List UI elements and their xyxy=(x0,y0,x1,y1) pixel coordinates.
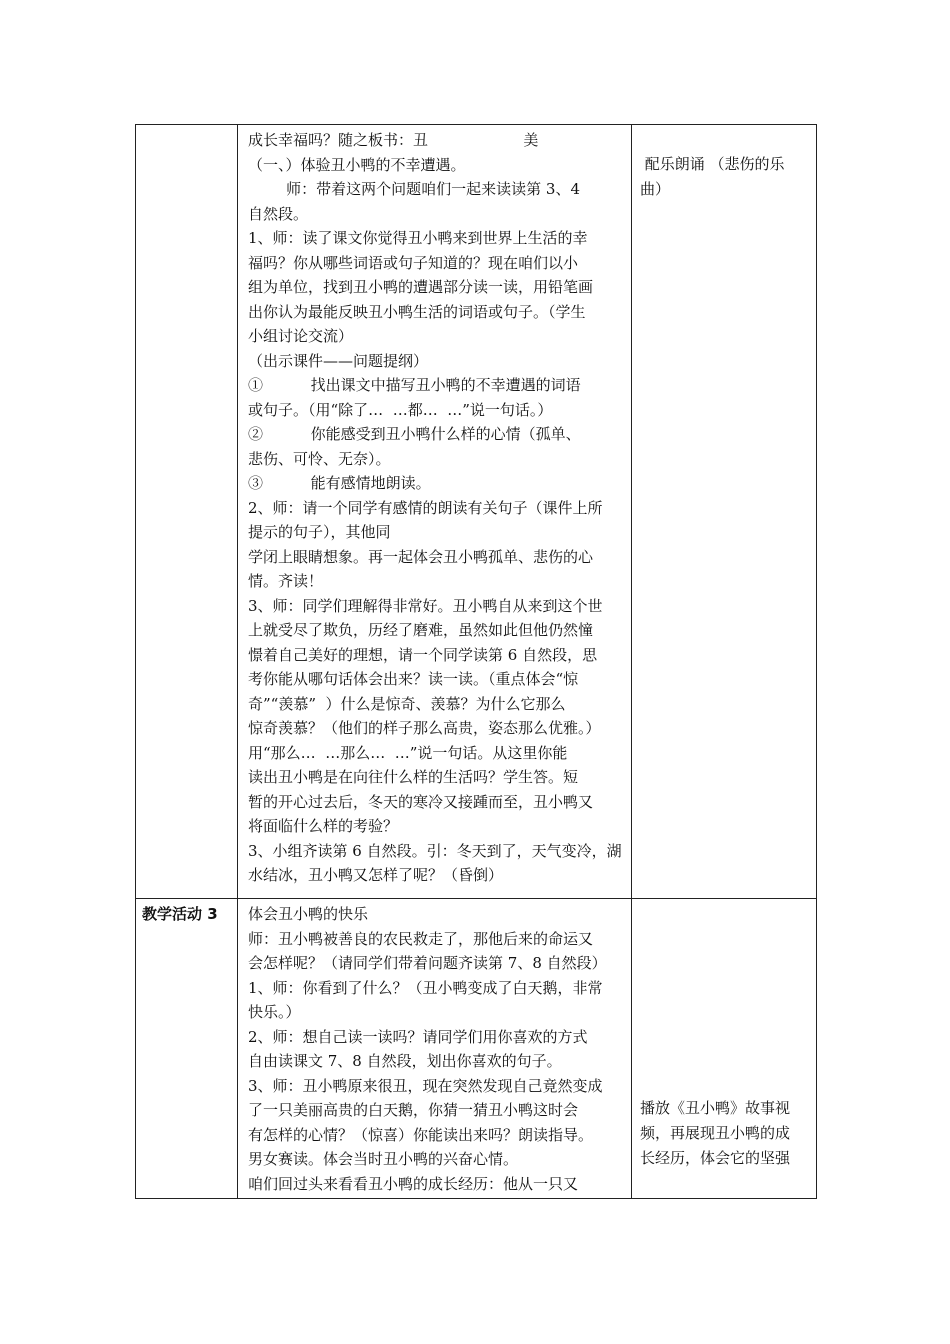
content-cell xyxy=(238,899,632,1199)
text-line: 出你认为最能反映丑小鸭生活的词语或句子。（学生 xyxy=(248,302,586,321)
side-note-cell xyxy=(632,899,817,1199)
text-line: 暂的开心过去后，冬天的寒冷又接踵而至，丑小鸭又 xyxy=(248,792,594,811)
text-line: 成长幸福吗？随之板书：丑 美 xyxy=(248,131,539,149)
side-note-line: 频，再展现丑小鸭的成 xyxy=(640,1124,791,1142)
side-note-line: 长经历，体会它的坚强 xyxy=(640,1149,791,1167)
text-line: 憬着自己美好的理想，请一个同学读第 6 自然段，思 xyxy=(248,645,598,664)
text-line: 小组讨论交流） xyxy=(248,327,354,345)
text-line: 奇”“羡慕” ）什么是惊奇、羡慕？为什么它那么 xyxy=(248,694,566,713)
text-line: （一、）体验丑小鸭的不幸遭遇。 xyxy=(248,155,466,174)
text-line: 3、师：同学们理解得非常好。丑小鸭自从来到这个世 xyxy=(248,596,603,615)
row-label-cell xyxy=(136,125,238,899)
row-label-cell xyxy=(136,899,238,1199)
row-label: 教学活动 3 xyxy=(142,905,218,923)
text-line: （出示课件——问题提纲） xyxy=(248,351,429,370)
side-note-cell xyxy=(632,125,817,899)
text-line: 水结冰，丑小鸭又怎样了呢？（昏倒） xyxy=(248,866,504,884)
text-line: 师：丑小鸭被善良的农民救走了，那他后来的命运又 xyxy=(248,929,594,948)
row-label xyxy=(136,125,237,131)
lesson-plan-table xyxy=(135,124,817,1199)
text-line: 考你能从哪句话体会出来？读一读。（重点体会“惊 xyxy=(248,670,579,688)
text-line: 上就受尽了欺负，历经了磨难，虽然如此但他仍然憧 xyxy=(248,621,594,639)
text-line: 或句子。（用“除了… …都… …”说一句话。） xyxy=(248,400,553,419)
text-line: ② 你能感受到丑小鸭什么样的心情（孤单、 xyxy=(248,425,581,443)
text-line: 1、师：你看到了什么？（丑小鸭变成了白天鹅，非常 xyxy=(248,978,603,997)
text-line: 惊奇羡慕？（他们的样子那么高贵，姿态那么优雅。） xyxy=(248,719,601,737)
text-line: 2、师：请一个同学有感情的朗读有关句子（课件上所 xyxy=(248,498,603,517)
table-row xyxy=(136,899,817,1199)
side-note-line: 播放《丑小鸭》故事视 xyxy=(640,1099,791,1117)
text-line: 学闭上眼睛想象。再一起体会丑小鸭孤单、悲伤的心 xyxy=(248,547,594,566)
text-line: 自然段。 xyxy=(248,204,309,223)
text-line: 将面临什么样的考验？ xyxy=(248,817,399,835)
text-line: 体会丑小鸭的快乐 xyxy=(248,905,369,923)
text-line: 了一只美丽高贵的白天鹅，你猜一猜丑小鸭这时会 xyxy=(248,1101,579,1119)
text-line: 福吗？你从哪些词语或句子知道的？现在咱们以小 xyxy=(248,253,579,272)
text-line: 2、师：想自己读一读吗？请同学们用你喜欢的方式 xyxy=(248,1027,588,1046)
text-line: 快乐。） xyxy=(248,1003,301,1021)
text-line: 组为单位，找到丑小鸭的遭遇部分读一读，用铅笔画 xyxy=(248,278,594,296)
text-line: ① 找出课文中描写丑小鸭的不幸遭遇的词语 xyxy=(248,376,581,394)
side-note xyxy=(632,125,816,202)
text-line: 情。齐读！ xyxy=(248,572,324,590)
text-line: 自由读课文 7、8 自然段，划出你喜欢的句子。 xyxy=(248,1052,562,1070)
text-line: 1、师：读了课文你觉得丑小鸭来到世界上生活的幸 xyxy=(248,229,588,247)
text-line: 读出丑小鸭是在向往什么样的生活吗？学生答。短 xyxy=(248,768,579,786)
content-text xyxy=(238,899,631,1198)
text-line: 用“那么… …那么… …”说一句话。从这里你能 xyxy=(248,743,568,762)
side-note-line: 配乐朗诵 （悲伤的乐 xyxy=(640,155,785,173)
text-line: ③ 能有感情地朗读。 xyxy=(248,474,431,492)
text-line: 男女赛读。体会当时丑小鸭的兴奋心情。 xyxy=(248,1150,519,1168)
content-cell xyxy=(238,125,632,899)
text-line: 提示的句子），其他同 xyxy=(248,523,391,541)
text-line: 3、师：丑小鸭原来很丑，现在突然发现自己竟然变成 xyxy=(248,1076,603,1095)
side-note-line: 曲） xyxy=(640,180,671,198)
text-line: 咱们回过头来看看丑小鸭的成长经历：他从一只又 xyxy=(248,1174,579,1193)
text-line: 会怎样呢？（请同学们带着问题齐读第 7、8 自然段） xyxy=(248,954,607,972)
text-line: 有怎样的心情？（惊喜）你能读出来吗？朗读指导。 xyxy=(248,1125,594,1144)
text-line: 3、小组齐读第 6 自然段。引：冬天到了，天气变冷，湖 xyxy=(248,841,622,860)
table-row xyxy=(136,125,817,899)
text-line: 师：带着这两个问题咱们一起来读读第 3、4 xyxy=(248,180,581,198)
text-line: 悲伤、可怜、无奈）。 xyxy=(248,449,391,468)
content-text xyxy=(238,125,631,890)
side-note xyxy=(632,899,816,1171)
